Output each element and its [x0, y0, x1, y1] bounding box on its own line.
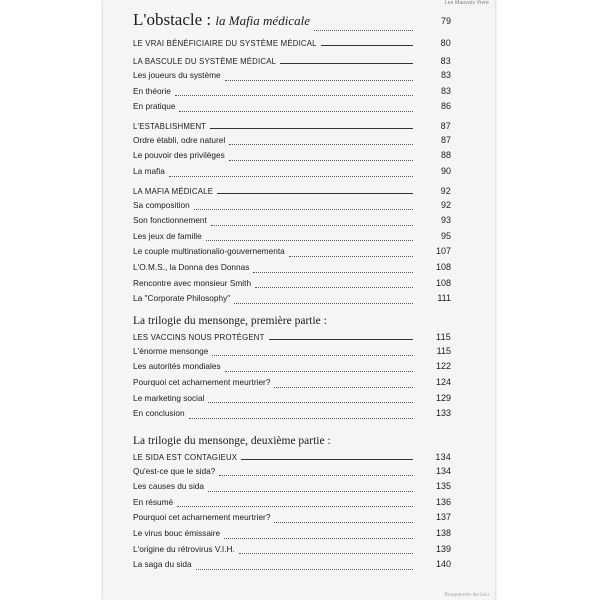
leader-dots	[210, 128, 413, 129]
toc-entry-label: Pourquoi cet acharnement meurtrier?	[133, 512, 271, 523]
leader-dots	[208, 402, 413, 403]
leader-dots	[321, 45, 413, 46]
toc-entry-label: Sa composition	[133, 199, 190, 210]
leader-dots	[314, 30, 413, 31]
toc-entry	[133, 276, 451, 292]
leader-dots	[179, 111, 413, 112]
toc-entry	[133, 464, 451, 480]
part-three-sections	[133, 451, 451, 573]
page-number: 90	[440, 165, 451, 176]
toc-entry-label: En théorie	[133, 85, 171, 96]
leader-dots	[225, 80, 413, 81]
leader-dots	[224, 538, 413, 539]
toc-entry	[133, 526, 451, 542]
page-number: 83	[440, 56, 451, 66]
leader-dots	[229, 144, 413, 145]
toc-entry	[133, 229, 451, 245]
toc-entry-label: En conclusion	[133, 408, 185, 419]
page-number: 115	[436, 331, 451, 342]
leader-dots	[169, 176, 413, 177]
page-number: 134	[435, 451, 451, 462]
leader-dots	[194, 209, 413, 210]
page-number: 87	[440, 120, 451, 131]
corner-footer-text: Bouquinerie du Lieu	[444, 592, 489, 598]
page-number: 92	[440, 199, 451, 210]
page-number: 124	[435, 376, 451, 387]
toc-entry-label: Les causes du sida	[133, 481, 205, 492]
toc-entry-label: La "Corporate Philosophy"	[133, 293, 231, 304]
toc-entry	[133, 260, 451, 276]
toc-entry	[133, 99, 451, 115]
toc-entry-label: Les autorités mondiales	[133, 361, 221, 372]
toc-entry-label: En pratique	[133, 101, 176, 112]
toc-entry	[133, 375, 451, 391]
page-number: 115	[436, 345, 451, 356]
toc-section-heading-label: LA BASCULE DU SYSTÈME MÉDICAL	[133, 57, 277, 66]
leader-dots	[219, 475, 413, 476]
toc-entry	[133, 213, 451, 229]
page-number: 88	[440, 150, 451, 161]
toc-entry-label: La saga du sida	[133, 559, 192, 570]
page-number: 83	[440, 70, 451, 80]
page-number: 93	[440, 215, 451, 226]
toc-entry-label: Le virus bouc émissaire	[133, 528, 221, 539]
toc-entry-label: Rencontre avec monsieur Smith	[133, 277, 252, 288]
toc-entry-label: Pourquoi cet acharnement meurtrier?	[133, 376, 271, 387]
leader-dots	[289, 256, 413, 257]
toc-entry	[133, 291, 451, 307]
leader-dots	[274, 387, 413, 388]
toc-entry	[133, 510, 451, 526]
toc-entry-label: La mafia	[133, 165, 165, 176]
toc-section-heading-label: LE SIDA EST CONTAGIEUX	[133, 452, 238, 462]
toc-section-heading-label: L'ESTABLISHMENT	[133, 121, 207, 131]
toc-entry-label: L'origine du rétrovirus V.I.H.	[133, 543, 235, 554]
page-number: 134	[435, 465, 451, 476]
toc-section-heading-label: LA MAFIA MÉDICALE	[133, 186, 214, 196]
toc-entry	[133, 198, 451, 214]
page-number: 95	[440, 230, 451, 241]
toc-entry	[133, 133, 451, 149]
leader-dots	[208, 491, 413, 492]
page-number: 108	[435, 261, 451, 272]
page-number: 140	[435, 559, 451, 570]
toc-entry-label: En résumé	[133, 496, 174, 507]
leader-dots	[280, 63, 413, 64]
toc-section-heading-label: LE VRAI BÉNÉFICIAIRE DU SYSTÈME MÉDICAL	[133, 39, 317, 48]
toc-entry	[133, 406, 451, 422]
page-number: 122	[435, 361, 451, 372]
toc-entry	[133, 542, 451, 558]
toc-section-heading	[133, 451, 451, 464]
leader-dots	[212, 355, 413, 356]
leader-dots	[211, 225, 413, 226]
page-number: 129	[435, 392, 451, 403]
leader-dots	[225, 371, 413, 372]
leader-dots	[269, 339, 413, 340]
toc-entry-label: Ordre établi, odre naturel	[133, 134, 226, 145]
toc-entry-label: Qu'est-ce que le sida?	[133, 465, 216, 476]
toc-entry	[133, 391, 451, 407]
page-number: 136	[435, 496, 451, 507]
page-number: 79	[440, 16, 451, 26]
book-page	[103, 0, 495, 600]
page-number: 87	[440, 134, 451, 145]
page-number: 137	[435, 512, 451, 523]
toc-entry-label: Le couple multinationalio-gouvernementa	[133, 246, 285, 257]
page-number: 111	[437, 293, 451, 304]
page-number: 138	[435, 528, 451, 539]
leader-dots	[241, 459, 413, 460]
leader-dots	[196, 569, 413, 570]
chapter-title-main: L'obstacle :	[133, 10, 212, 29]
toc-entry-label: Les jeux de famille	[133, 230, 202, 241]
toc-entry	[133, 68, 451, 84]
page-number: 108	[435, 277, 451, 288]
toc-entry	[133, 148, 451, 164]
page-number: 135	[435, 481, 451, 492]
toc-section-heading	[133, 55, 451, 68]
page-number: 133	[435, 408, 451, 419]
toc-section-heading-label: LES VACCINS NOUS PROTÈGENT	[133, 332, 265, 342]
leader-dots	[217, 193, 413, 194]
toc-section-heading	[133, 185, 451, 198]
toc-entry	[133, 479, 451, 495]
part-title: La trilogie du mensonge, deuxième partie :	[133, 434, 331, 447]
toc-entry	[133, 244, 451, 260]
page-number: 139	[435, 543, 451, 554]
toc-entry	[133, 344, 451, 360]
leader-dots	[177, 506, 413, 507]
toc-section-heading	[133, 37, 451, 50]
chapter-title-sub: la Mafia médicale	[215, 13, 310, 28]
corner-header-text: Les Mauvais Vivre	[444, 0, 489, 6]
toc-section-heading	[133, 331, 451, 344]
toc-entry-label: L'O.M.S., la Donna des Donnas	[133, 261, 250, 272]
toc-entry	[133, 359, 451, 375]
toc-entry-label: Le pouvoir des privilèges	[133, 150, 225, 161]
leader-dots	[234, 303, 413, 304]
toc-chapter-title	[133, 8, 451, 34]
toc-entry-label: Les joueurs du système	[133, 70, 221, 80]
leader-dots	[229, 160, 413, 161]
toc-entry	[133, 557, 451, 573]
toc-entry-label: Le marketing social	[133, 392, 205, 403]
leader-dots	[274, 522, 413, 523]
toc-entry	[133, 84, 451, 100]
chapter-sections	[133, 37, 451, 307]
leader-dots	[255, 287, 413, 288]
part-two-sections	[133, 331, 451, 422]
page-number: 86	[440, 101, 451, 112]
leader-dots	[189, 418, 413, 419]
toc-entry-label: L'énorme mensonge	[133, 345, 209, 356]
toc-entry	[133, 164, 451, 180]
page-number: 83	[440, 85, 451, 96]
leader-dots	[239, 553, 413, 554]
toc-section-heading	[133, 120, 451, 133]
leader-dots	[175, 95, 413, 96]
table-of-contents	[133, 8, 451, 573]
toc-entry-label: Son fonctionnement	[133, 215, 207, 226]
leader-dots	[253, 272, 413, 273]
page-number: 92	[440, 185, 451, 196]
leader-dots	[206, 240, 413, 241]
page-number: 107	[435, 246, 451, 257]
toc-entry	[133, 495, 451, 511]
part-title: La trilogie du mensonge, première partie :	[133, 314, 327, 327]
page-number: 80	[440, 38, 451, 48]
